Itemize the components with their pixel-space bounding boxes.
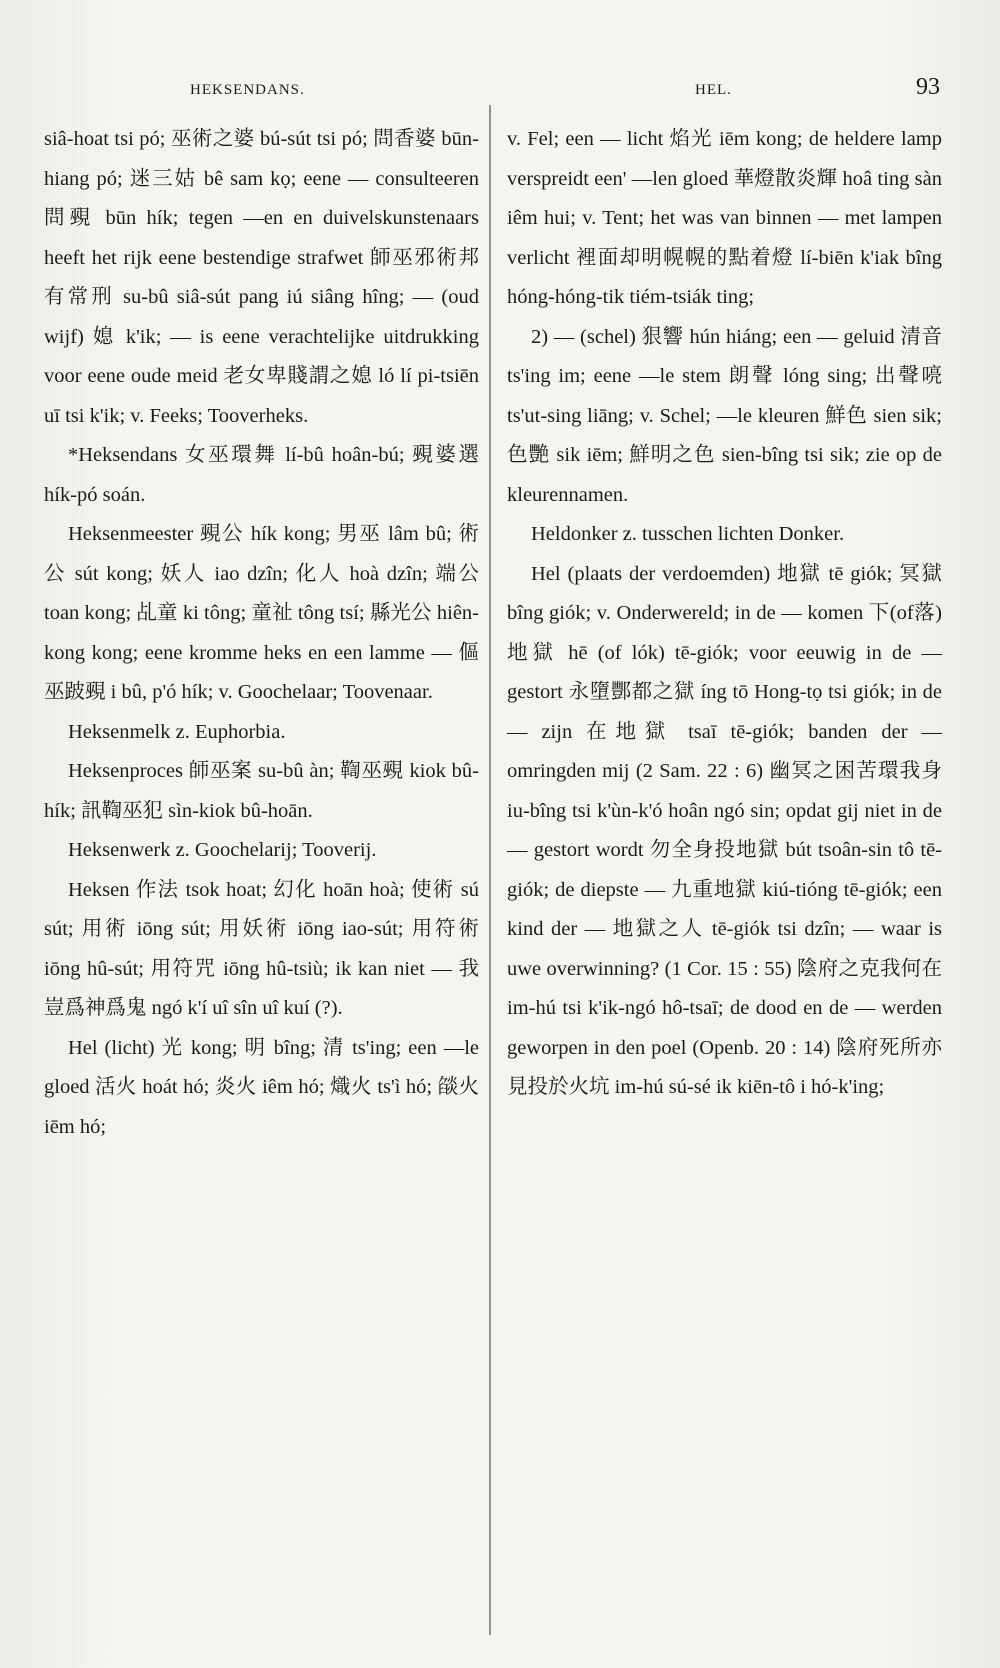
running-head-right: HEL. [695, 82, 732, 98]
entry-heldonker: Heldonker z. tusschen lichten Donker. [531, 523, 845, 545]
left-column [44, 120, 479, 1147]
entry-heksenmeester: Heksenmeester 覡公 hík kong; 男巫 lâm bû; 術公 sút kong; 妖人 iao dzîn; 化人 hoà dzîn; 端公 toan kong; 乩童 ki tông; 童祉 tông tsí; 縣光公 hiên-kong kong; eene kromme heks en een lamme — 傴巫跛覡 i bû, p'ó hík; v. Goochelaar; Toovenaar. [44, 523, 479, 703]
column-divider [489, 105, 491, 1635]
entry-heksendans: *Heksendans 女巫環舞 lí-bû hoân-bú; 覡婆選 hík-pó soán. [44, 444, 479, 506]
page-number: 93 [916, 74, 940, 100]
running-head-left: HEKSENDANS. [190, 82, 305, 98]
entry-hel-schel: 2) — (schel) 狠響 hún hiáng; een — geluid 清音 ts'ing im; eene —le stem 朗聲 lóng sing; 出聲喨 ts'ut-sing liāng; v. Schel; —le kleuren 鮮色 sien sik; 色艷 sik iēm; 鮮明之色 sien-bîng tsi sik; zie op de kleurennamen. [507, 325, 942, 506]
entry-hel-plaats: Hel (plaats der verdoemden) 地獄 tē giók; 冥獄 bîng giók; v. Onderwereld; in de — komen 下(of落)地獄 hē (of lók) tē-giók; voor eeuwig in de — gestort 永墮酆都之獄 íng tō Hong-tọ tsi giók; in de — zijn 在地獄 tsaī tē-giók; banden der — omringden mij (2 Sam. 22 : 6) 幽冥之困苦環我身 iu-bîng tsi k'ùn-k'ó hoân ngó sin; opdat gij niet in de — gestort wordt 勿全身投地獄 bút tsoân-sin tô tē-giók; de diepste — 九重地獄 kiú-tióng tē-giók; een kind der — 地獄之人 tē-giók tsi dzîn; — waar is uwe overwinning? (1 Cor. 15 : 55) 陰府之克我何在 im-hú tsi k'ik-ngó hô-tsaī; de dood en de — werden geworpen in den poel (Openb. 20 : 14) 陰府死所亦見投於火坑 im-hú sú-sé ik kiēn-tô i hó-k'ing; [507, 562, 942, 1098]
entry-heksenmelk: Heksenmelk z. Euphorbia. [68, 720, 286, 743]
right-column [507, 120, 942, 1108]
entry-heksenwerk: Heksenwerk z. Goochelarij; Tooverij. [68, 839, 377, 861]
entry-heksenproces: Heksenproces 師巫案 su-bû àn; 鞫巫覡 kiok bû-hík; 訊鞫巫犯 sìn-kiok bû-hoān. [44, 760, 479, 822]
entry-continuation-right: v. Fel; een — licht 焰光 iēm kong; de heldere lamp verspreidt een' —len gloed 華燈散炎輝 hoâ ting sàn iêm hui; v. Tent; het was van binnen — met lampen verlicht 裡面却明幌幌的點着燈 lí-biēn k'iak bîng hóng-hóng-tik tiém-tsiák ting; [507, 128, 942, 308]
entry-heksen: Heksen 作法 tsok hoat; 幻化 hoān hoà; 使術 sú sút; 用術 iōng sút; 用妖術 iōng iao-sút; 用符術 iōng hû-sút; 用符咒 iōng hû-tsiù; ik kan niet — 我豈爲神爲鬼 ngó k'í uî sîn uî kuí (?). [44, 878, 479, 1019]
entry-continuation: siâ-hoat tsi pó; 巫術之婆 bú-sút tsi pó; 問香婆 būn-hiang pó; 迷三姑 bê sam kọ; eene — consulteeren 問覡 būn hík; tegen —en en duivelskunstenaars heeft het rijk eene bestendige strafwet 師巫邪術邦有常刑 su-bû siâ-sút pang iú siâng hîng; — (oud wijf) 媳 k'ik; — is eene verachtelijke uitdrukking voor eene oude meid 老女卑賤謂之媳 ló lí pi-tsiēn uī tsi k'ik; v. Feeks; Tooverheks. [44, 128, 479, 427]
page-header [40, 70, 960, 110]
entry-hel-licht: Hel (licht) 光 kong; 明 bîng; 清 ts'ing; een —le gloed 活火 hoát hó; 炎火 iêm hó; 熾火 ts'ì hó; 燄火 iēm hó; [44, 1036, 479, 1138]
